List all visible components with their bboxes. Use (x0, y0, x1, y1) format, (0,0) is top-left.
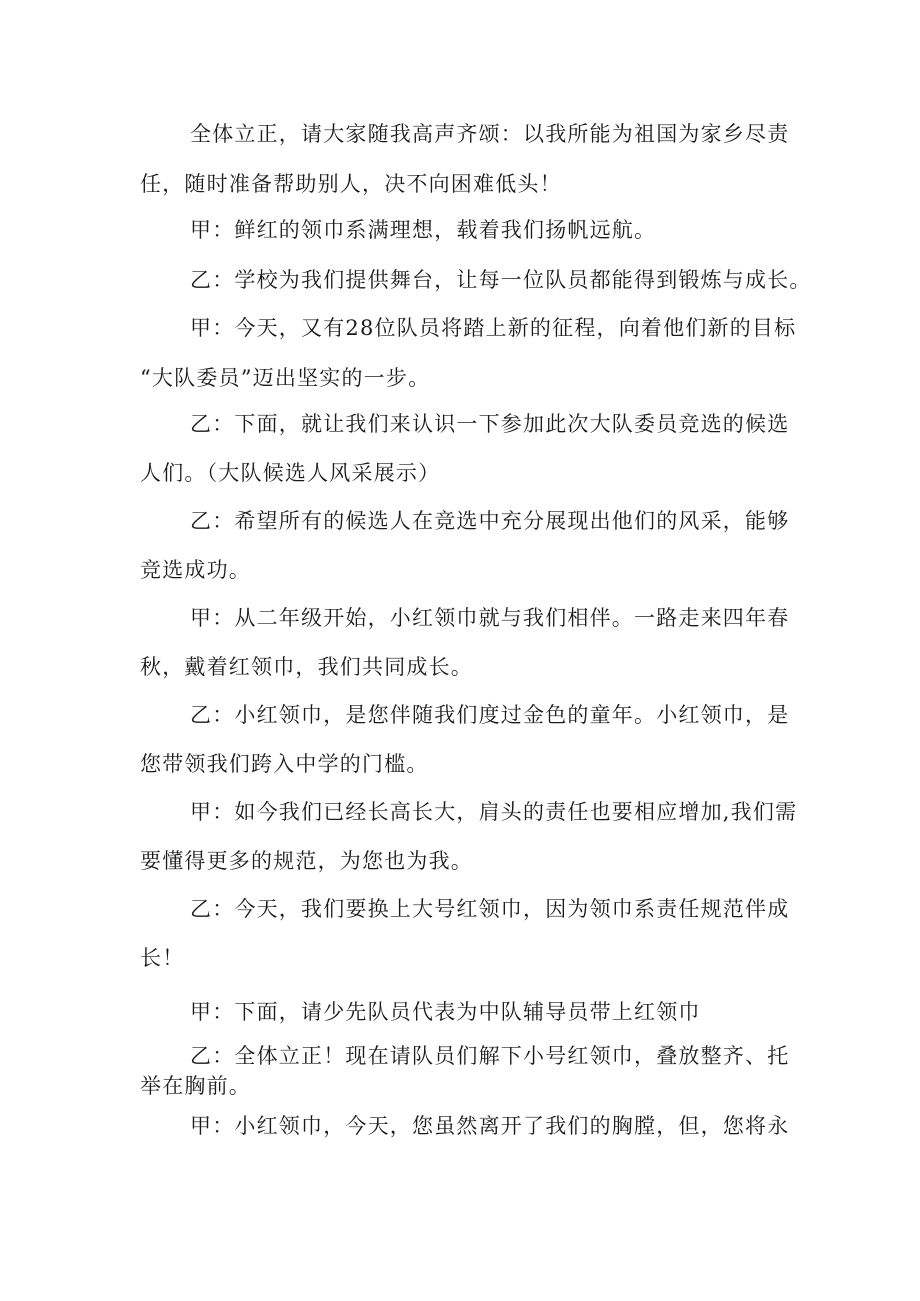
text-line: 甲：如今我们已经长高长大，肩头的责任也要相应增加,我们需 (190, 800, 798, 824)
text-line: 乙：小红领巾，是您伴随我们度过金色的童年。小红领巾，是 (190, 703, 790, 727)
text-line: 任，随时准备帮助别人，决不向困难低头！ (140, 172, 562, 196)
text-line: 乙：全体立正！现在请队员们解下小号红领巾，叠放整齐、托 (190, 1044, 790, 1068)
text-line: 您带领我们跨入中学的门槛。 (140, 752, 429, 776)
text-line: 甲：鲜红的领巾系满理想，载着我们扬帆远航。 (190, 218, 657, 242)
text-line: 乙：下面，就让我们来认识一下参加此次大队委员竞选的候选 (190, 412, 790, 436)
text-line: 乙：学校为我们提供舞台，让每一位队员都能得到锻炼与成长。 (190, 268, 812, 292)
text-line: 人们。（大队候选人风采展示） (140, 461, 441, 485)
text-line: 甲：今天，又有28位队员将踏上新的征程，向着他们新的目标 (190, 316, 797, 340)
text-line: “大队委员”迈出坚实的一步。 (140, 366, 431, 390)
text-line: 乙：希望所有的候选人在竞选中充分展现出他们的风采，能够 (190, 509, 790, 533)
text-line: 全体立正，请大家随我高声齐颂：以我所能为祖国为家乡尽责 (190, 122, 790, 146)
text-line: 长！ (140, 946, 185, 970)
text-line: 乙：今天，我们要换上大号红领巾，因为领巾系责任规范伴成 (190, 897, 790, 921)
text-line: 竞选成功。 (140, 558, 251, 582)
text-line: 甲：下面，请少先队员代表为中队辅导员带上红领巾 (190, 1000, 701, 1024)
text-line: 甲：小红领巾，今天，您虽然离开了我们的胸膛，但，您将永 (190, 1114, 790, 1138)
text-line: 举在胸前。 (140, 1074, 251, 1098)
text-line: 甲：从二年级开始，小红领巾就与我们相伴。一路走来四年春 (190, 606, 790, 630)
text-line: 要懂得更多的规范，为您也为我。 (140, 849, 473, 873)
text-line: 秋，戴着红领巾，我们共同成长。 (140, 655, 473, 679)
